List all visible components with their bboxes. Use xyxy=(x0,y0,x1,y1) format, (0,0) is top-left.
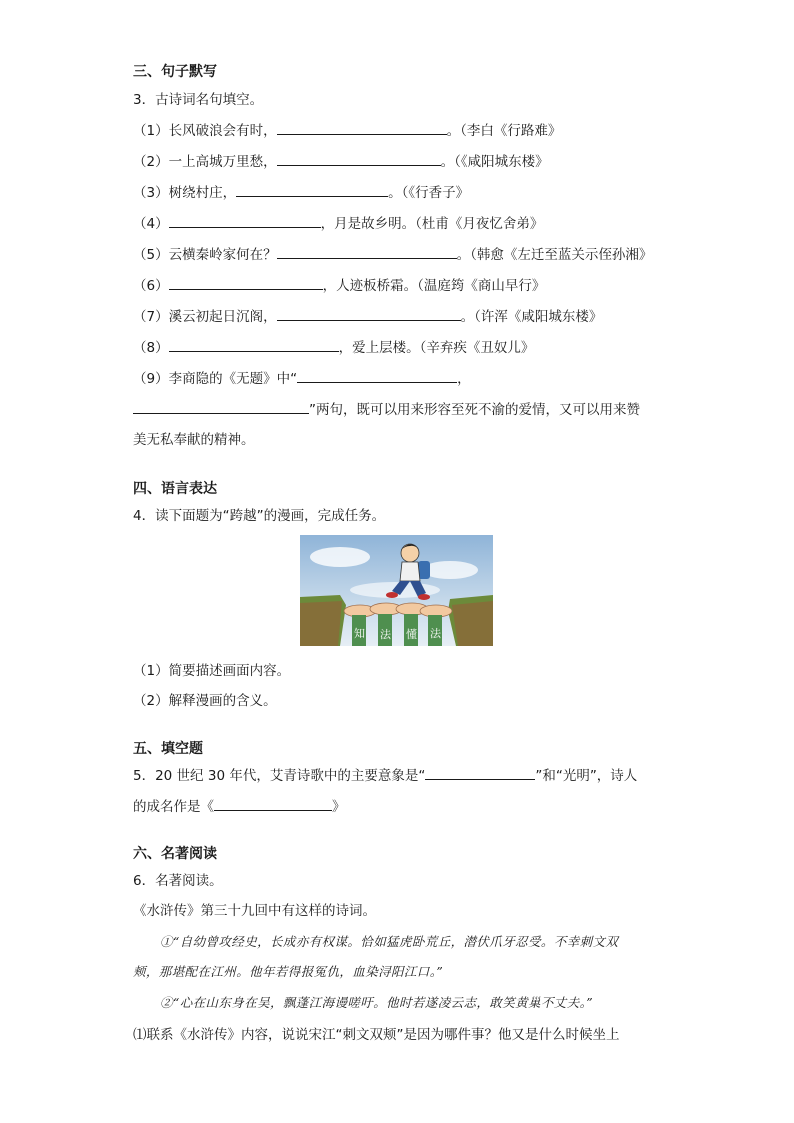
section-heading-6: 六、名著阅读 xyxy=(133,846,217,862)
cartoon-labels xyxy=(300,535,493,646)
q3-item-8: （8） ，爱上层楼。（辛弃疾《丑奴儿》 xyxy=(133,340,535,356)
q3-item-2: （2）一上高城万里愁， 。（《咸阳城东楼》 xyxy=(133,154,549,170)
answer-blank[interactable] xyxy=(425,766,535,780)
q3-item-4: （4） ，月是故乡明。（杜甫《月夜忆舍弟》 xyxy=(133,216,544,232)
answer-blank[interactable] xyxy=(214,797,332,811)
answer-blank[interactable] xyxy=(169,214,321,228)
q3-item-5: （5）云横秦岭家何在？ 。（韩愈《左迁至蓝关示侄孙湘》 xyxy=(133,247,653,263)
cartoon-label: 法 xyxy=(380,628,391,641)
q3-item-3: （3）树绕村庄， 。（《行香子》 xyxy=(133,185,470,201)
question-3-prompt: 3．古诗词名句填空。 xyxy=(133,92,264,108)
q3-item-6: （6） ，人迹板桥霜。（温庭筠《商山早行》 xyxy=(133,278,546,294)
section-heading-4: 四、语言表达 xyxy=(133,481,217,497)
cartoon-label: 法 xyxy=(430,627,441,640)
q3-item-1: （1）长风破浪会有时， 。（李白《行路难》 xyxy=(133,123,562,139)
answer-blank[interactable] xyxy=(277,245,457,259)
question-6-intro: 《水浒传》第三十九回中有这样的诗词。 xyxy=(133,903,376,919)
answer-blank[interactable] xyxy=(277,307,461,321)
answer-blank[interactable] xyxy=(169,338,339,352)
answer-blank[interactable] xyxy=(236,183,388,197)
poem-1-line-1: ①“自幼曾攻经史，长成亦有权谋。恰如猛虎卧荒丘，潜伏爪牙忍受。不幸刺文双 xyxy=(160,934,619,949)
answer-blank[interactable] xyxy=(169,276,323,290)
q3-item-7: （7）溪云初起日沉阁， 。（许浑《咸阳城东楼》 xyxy=(133,309,603,325)
q3-item-9: （9）李商隐的《无题》中“ ， xyxy=(133,371,471,387)
q5-line-2: 的成名作是《 》 xyxy=(133,799,346,815)
q4-task-1: （1）简要描述画面内容。 xyxy=(133,663,291,679)
poem-1-line-2: 颊，那堪配在江州。他年若得报冤仇，血染浔阳江口。” xyxy=(133,964,444,979)
q3-item-9-continued: ”两句，既可以用来形容至死不渝的爱情，又可以用来赞 xyxy=(133,400,640,419)
q6-sub-1: ⑴联系《水浒传》内容，说说宋江“刺文双颊”是因为哪件事？他又是什么时候坐上 xyxy=(133,1027,620,1043)
question-4-prompt: 4．读下面题为“跨越”的漫画，完成任务。 xyxy=(133,508,386,524)
answer-blank[interactable] xyxy=(277,121,447,135)
q4-task-2: （2）解释漫画的含义。 xyxy=(133,693,277,709)
cartoon-label: 懂 xyxy=(406,628,417,641)
q5-line-1: 5．20 世纪 30 年代，艾青诗歌中的主要意象是“ ”和“光明”，诗人 xyxy=(133,768,638,784)
answer-blank[interactable] xyxy=(297,369,457,383)
answer-blank[interactable] xyxy=(133,400,309,414)
section-heading-3: 三、句子默写 xyxy=(133,64,217,80)
answer-blank[interactable] xyxy=(277,152,441,166)
poem-2: ②“心在山东身在吴，飘蓬江海谩嗟吁。他时若遂凌云志，敢笑黄巢不丈夫。” xyxy=(160,995,594,1010)
cartoon-label: 知 xyxy=(354,627,365,640)
q3-item-9-end: 美无私奉献的精神。 xyxy=(133,432,255,448)
question-6-prompt: 6．名著阅读。 xyxy=(133,873,223,889)
section-heading-5: 五、填空题 xyxy=(133,741,203,757)
